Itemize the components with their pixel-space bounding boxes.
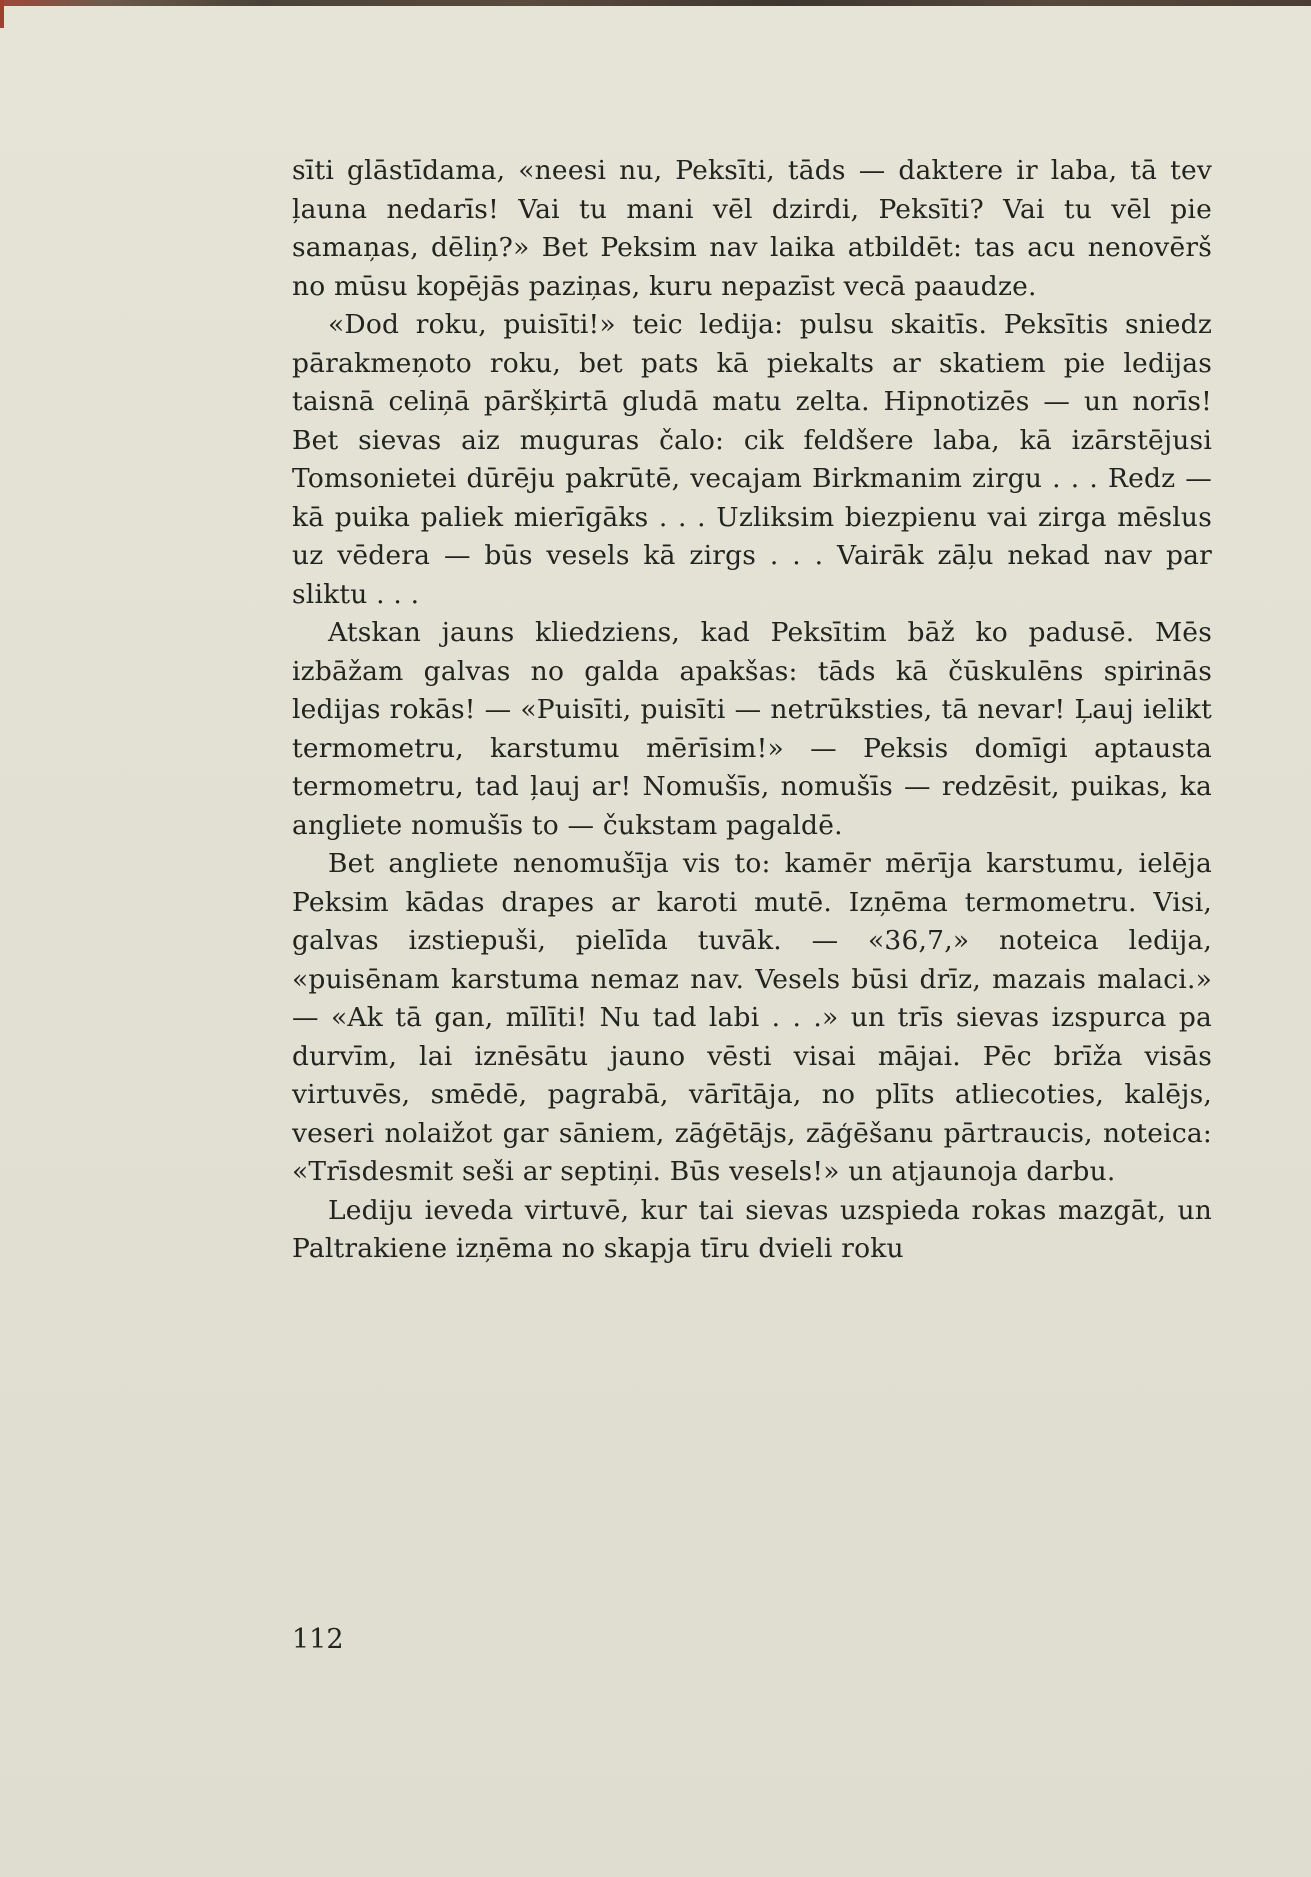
- paragraph-2: «Dod roku, puisīti!» teic ledija: pulsu skaitīs. Peksītis sniedz pārakmeņoto roku, bet pats kā piekalts ar skatiem pie ledijas taisnā celiņā pāršķirtā gludā matu zelta. Hipnotizēs — un norīs! Bet sievas aiz muguras čalo: cik feldšere laba, kā izārstējusi Tomsonietei dūrēju pakrūtē, vecajam Birkmanim zirgu . . . Redz — kā puika paliek mierīgāks . . . Uzliksim biezpienu vai zirga mēslus uz vēdera — būs vesels kā zirgs . . . Vairāk zāļu nekad nav par sliktu . . .: [292, 309, 1212, 610]
- paragraph-3: Atskan jauns kliedziens, kad Peksītim bāž ko padusē. Mēs izbāžam galvas no galda apakšas: tāds kā čūskulēns spirinās ledijas rokās! — «Puisīti, puisīti — netrūksties, tā nevar! Ļauj ielikt termometru, karstumu mērīsim!» — Peksis domīgi aptausta termometru, tad ļauj ar! Nomušīs, nomušīs — redzēsit, puikas, ka angliete nomušīs to — čukstam pagaldē.: [292, 617, 1212, 841]
- page-number: 112: [292, 1624, 344, 1655]
- page-top-edge: [0, 0, 1311, 6]
- paragraph-1: sīti glāstīdama, «neesi nu, Peksīti, tāds — daktere ir laba, tā tev ļauna nedarīs! Vai tu mani vēl dzirdi, Peksīti? Vai tu vēl pie samaņas, dēliņ?» Bet Peksim nav laika atbildēt: tas acu nenovērš no mūsu kopējās paziņas, kuru nepazīst vecā paaudze.: [292, 155, 1212, 302]
- body-text: [292, 152, 1212, 1269]
- paragraph-4: Bet angliete nenomušīja vis to: kamēr mērīja karstumu, ielēja Peksim kādas drapes ar karoti mutē. Izņēma termometru. Visi, galvas izstiepuši, pielīda tuvāk. — «36,7,» noteica ledija, «puisēnam karstuma nemaz nav. Vesels būsi drīz, mazais malaci.» — «Ak tā gan, mīlīti! Nu tad labi . . .» un trīs sievas izspurca pa durvīm, lai iznēsātu jauno vēsti visai mājai. Pēc brīža visās virtuvēs, smēdē, pagrabā, vārītāja, no plīts atliecoties, kalējs, veseri nolaižot gar sāniem, zāģētājs, zāģēšanu pārtraucis, noteica: «Trīsdesmit seši ar septiņi. Būs vesels!» un atjaunoja darbu.: [292, 848, 1212, 1187]
- paragraph-5: Lediju ieveda virtuvē, kur tai sievas uzspieda rokas mazgāt, un Paltrakiene izņēma no skapja tīru dvieli roku: [292, 1194, 1212, 1264]
- page-edge-mark: [0, 0, 4, 28]
